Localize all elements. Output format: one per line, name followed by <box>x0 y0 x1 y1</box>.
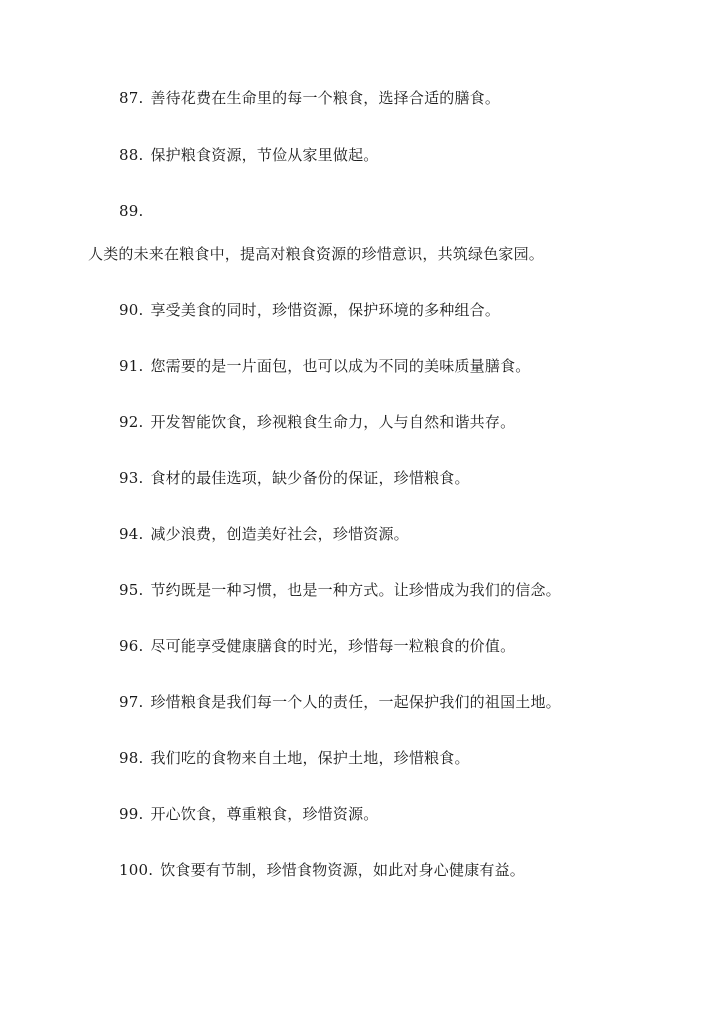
item-text: 开发智能饮食，珍视粮食生命力，人与自然和谐共存。 <box>150 413 516 431</box>
list-item <box>119 636 515 656</box>
list-item <box>119 580 561 600</box>
item-text: 人类的未来在粮食中，提高对粮食资源的珍惜意识，共筑绿色家园。 <box>88 245 545 263</box>
item-number: 92. <box>119 413 144 431</box>
item-number: 87. <box>119 89 144 107</box>
list-item-continuation <box>88 244 544 264</box>
item-text: 享受美食的同时，珍惜资源，保护环境的多种组合。 <box>150 301 501 319</box>
item-number: 89. <box>119 202 144 220</box>
item-number: 97. <box>119 693 144 711</box>
list-item <box>119 300 500 320</box>
item-number: 100. <box>119 861 154 879</box>
item-number: 91. <box>119 357 144 375</box>
list-item <box>119 468 470 488</box>
list-item <box>119 412 515 432</box>
item-text: 珍惜粮食是我们每一个人的责任，一起保护我们的祖国土地。 <box>150 693 561 711</box>
item-text: 开心饮食，尊重粮食，珍惜资源。 <box>150 805 379 823</box>
item-text: 食材的最佳选项，缺少备份的保证，珍惜粮食。 <box>150 469 470 487</box>
list-item <box>119 860 525 880</box>
item-number: 99. <box>119 805 144 823</box>
item-number: 96. <box>119 637 144 655</box>
item-text: 保护粮食资源，节俭从家里做起。 <box>150 146 379 164</box>
list-item <box>119 145 378 165</box>
item-number: 93. <box>119 469 144 487</box>
list-item <box>119 804 378 824</box>
list-item <box>119 201 143 221</box>
list-item <box>119 88 500 108</box>
item-text: 您需要的是一片面包，也可以成为不同的美味质量膳食。 <box>150 357 531 375</box>
item-text: 我们吃的食物来自土地，保护土地，珍惜粮食。 <box>150 749 470 767</box>
item-text: 饮食要有节制，珍惜食物资源，如此对身心健康有益。 <box>160 861 526 879</box>
item-number: 94. <box>119 525 144 543</box>
item-number: 95. <box>119 581 144 599</box>
item-number: 98. <box>119 749 144 767</box>
list-item <box>119 524 409 544</box>
item-text: 尽可能享受健康膳食的时光，珍惜每一粒粮食的价值。 <box>150 637 516 655</box>
list-item <box>119 748 470 768</box>
item-text: 减少浪费，创造美好社会，珍惜资源。 <box>150 525 409 543</box>
item-text: 善待花费在生命里的每一个粮食，选择合适的膳食。 <box>150 89 501 107</box>
list-item <box>119 692 561 712</box>
item-number: 88. <box>119 146 144 164</box>
list-item <box>119 356 530 376</box>
item-number: 90. <box>119 301 144 319</box>
item-text: 节约既是一种习惯，也是一种方式。让珍惜成为我们的信念。 <box>150 581 561 599</box>
